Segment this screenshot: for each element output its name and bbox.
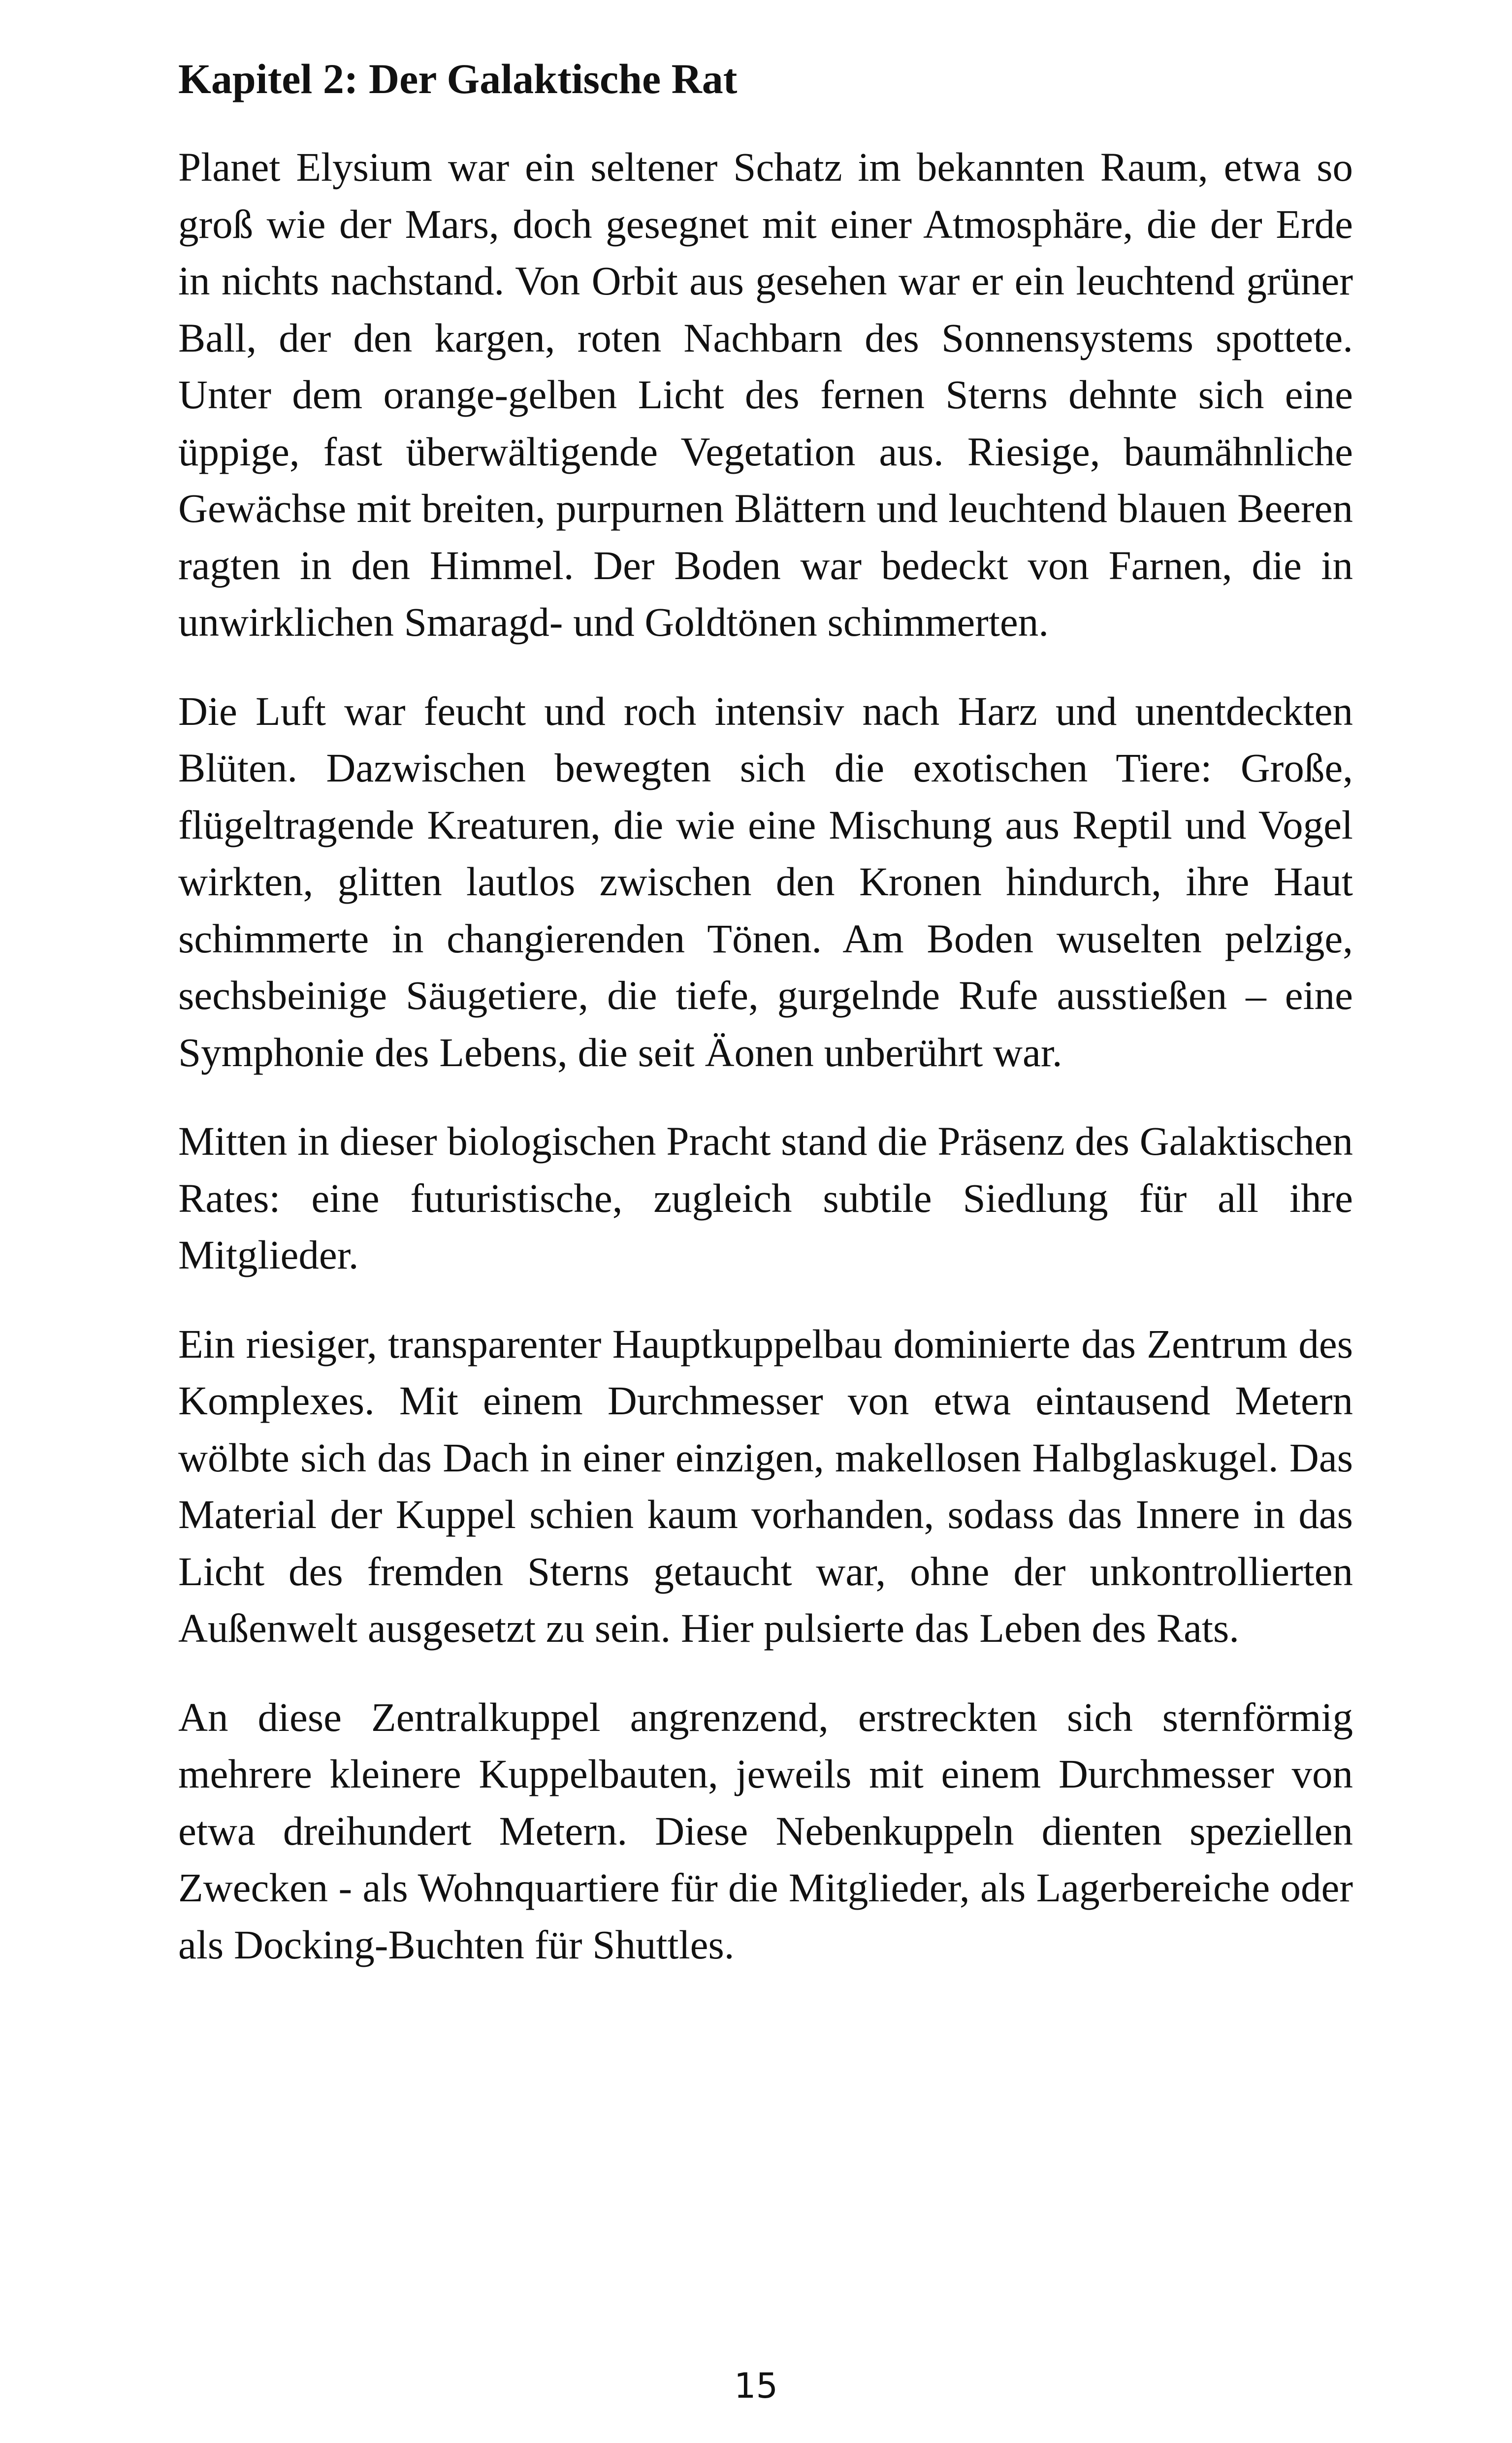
paragraph-elysium: Planet Elysium war ein seltener Schatz im bekannten Raum, etwa so groß wie der Mars, doch gesegnet mit einer Atmosphäre, die der Erde in nichts nachstand. Von Orbit aus gesehen war er ein leuchtend grüner Ball, der den kargen, roten Nachbarn des Sonnensystems spottete. Unter dem orange-gelben Licht des fernen Sterns dehnte sich eine üppige, fast überwältigende Vegetation aus. Riesige, baumähnliche Gewächse mit breiten, purpurnen Blättern und leuchtend blauen Beeren ragten in den Himmel. Der Boden war bedeckt von Farnen, die in unwirklichen Smaragd- und Goldtönen schimmerten. bbox=[178, 144, 1353, 645]
chapter-title: Kapitel 2: Der Galaktische Rat bbox=[178, 55, 738, 102]
paragraph-council-presence: Mitten in dieser biologischen Pracht stand die Präsenz des Galaktischen Rates: eine futuristische, zugleich subtile Siedlung für all ihre Mitglieder. bbox=[178, 1118, 1353, 1277]
paragraph-air-and-animals: Die Luft war feucht und roch intensiv nach Harz und unentdeckten Blüten. Dazwischen bewegten sich die exotischen Tiere: Große, flügeltragende Kreaturen, die wie eine Mischung aus Reptil und Vogel wirkten, glitten lautlos zwischen den Kronen hindurch, ihre Haut schimmerte in changierenden Tönen. Am Boden wuselten pelzige, sechsbeinige Säugetiere, die tiefe, gurgelnde Rufe ausstießen – eine Symphonie des Lebens, die seit Äonen unberührt war. bbox=[178, 688, 1353, 1075]
paragraph-side-domes: An diese Zentralkuppel angrenzend, erstreckten sich sternförmig mehrere kleinere Kuppelbauten, jeweils mit einem Durchmesser von etwa dreihundert Metern. Diese Nebenkuppeln dienten speziellen Zwecken - als Wohnquartiere für die Mitglieder, als Lagerbereiche oder als Docking-Buchten für Shuttles. bbox=[178, 1694, 1353, 1967]
page-number: 15 bbox=[734, 2366, 778, 2406]
page-content bbox=[178, 49, 1353, 2005]
paragraph-main-dome: Ein riesiger, transparenter Hauptkuppelbau dominierte das Zentrum des Komplexes. Mit einem Durchmesser von etwa eintausend Metern wölbte sich das Dach in einer einzigen, makellosen Halbglaskugel. Das Material der Kuppel schien kaum vorhanden, sodass das Innere in das Licht des fremden Sterns getaucht war, ohne der unkontrollierten Außenwelt ausgesetzt zu sein. Hier pulsierte das Leben des Rats. bbox=[178, 1321, 1353, 1651]
